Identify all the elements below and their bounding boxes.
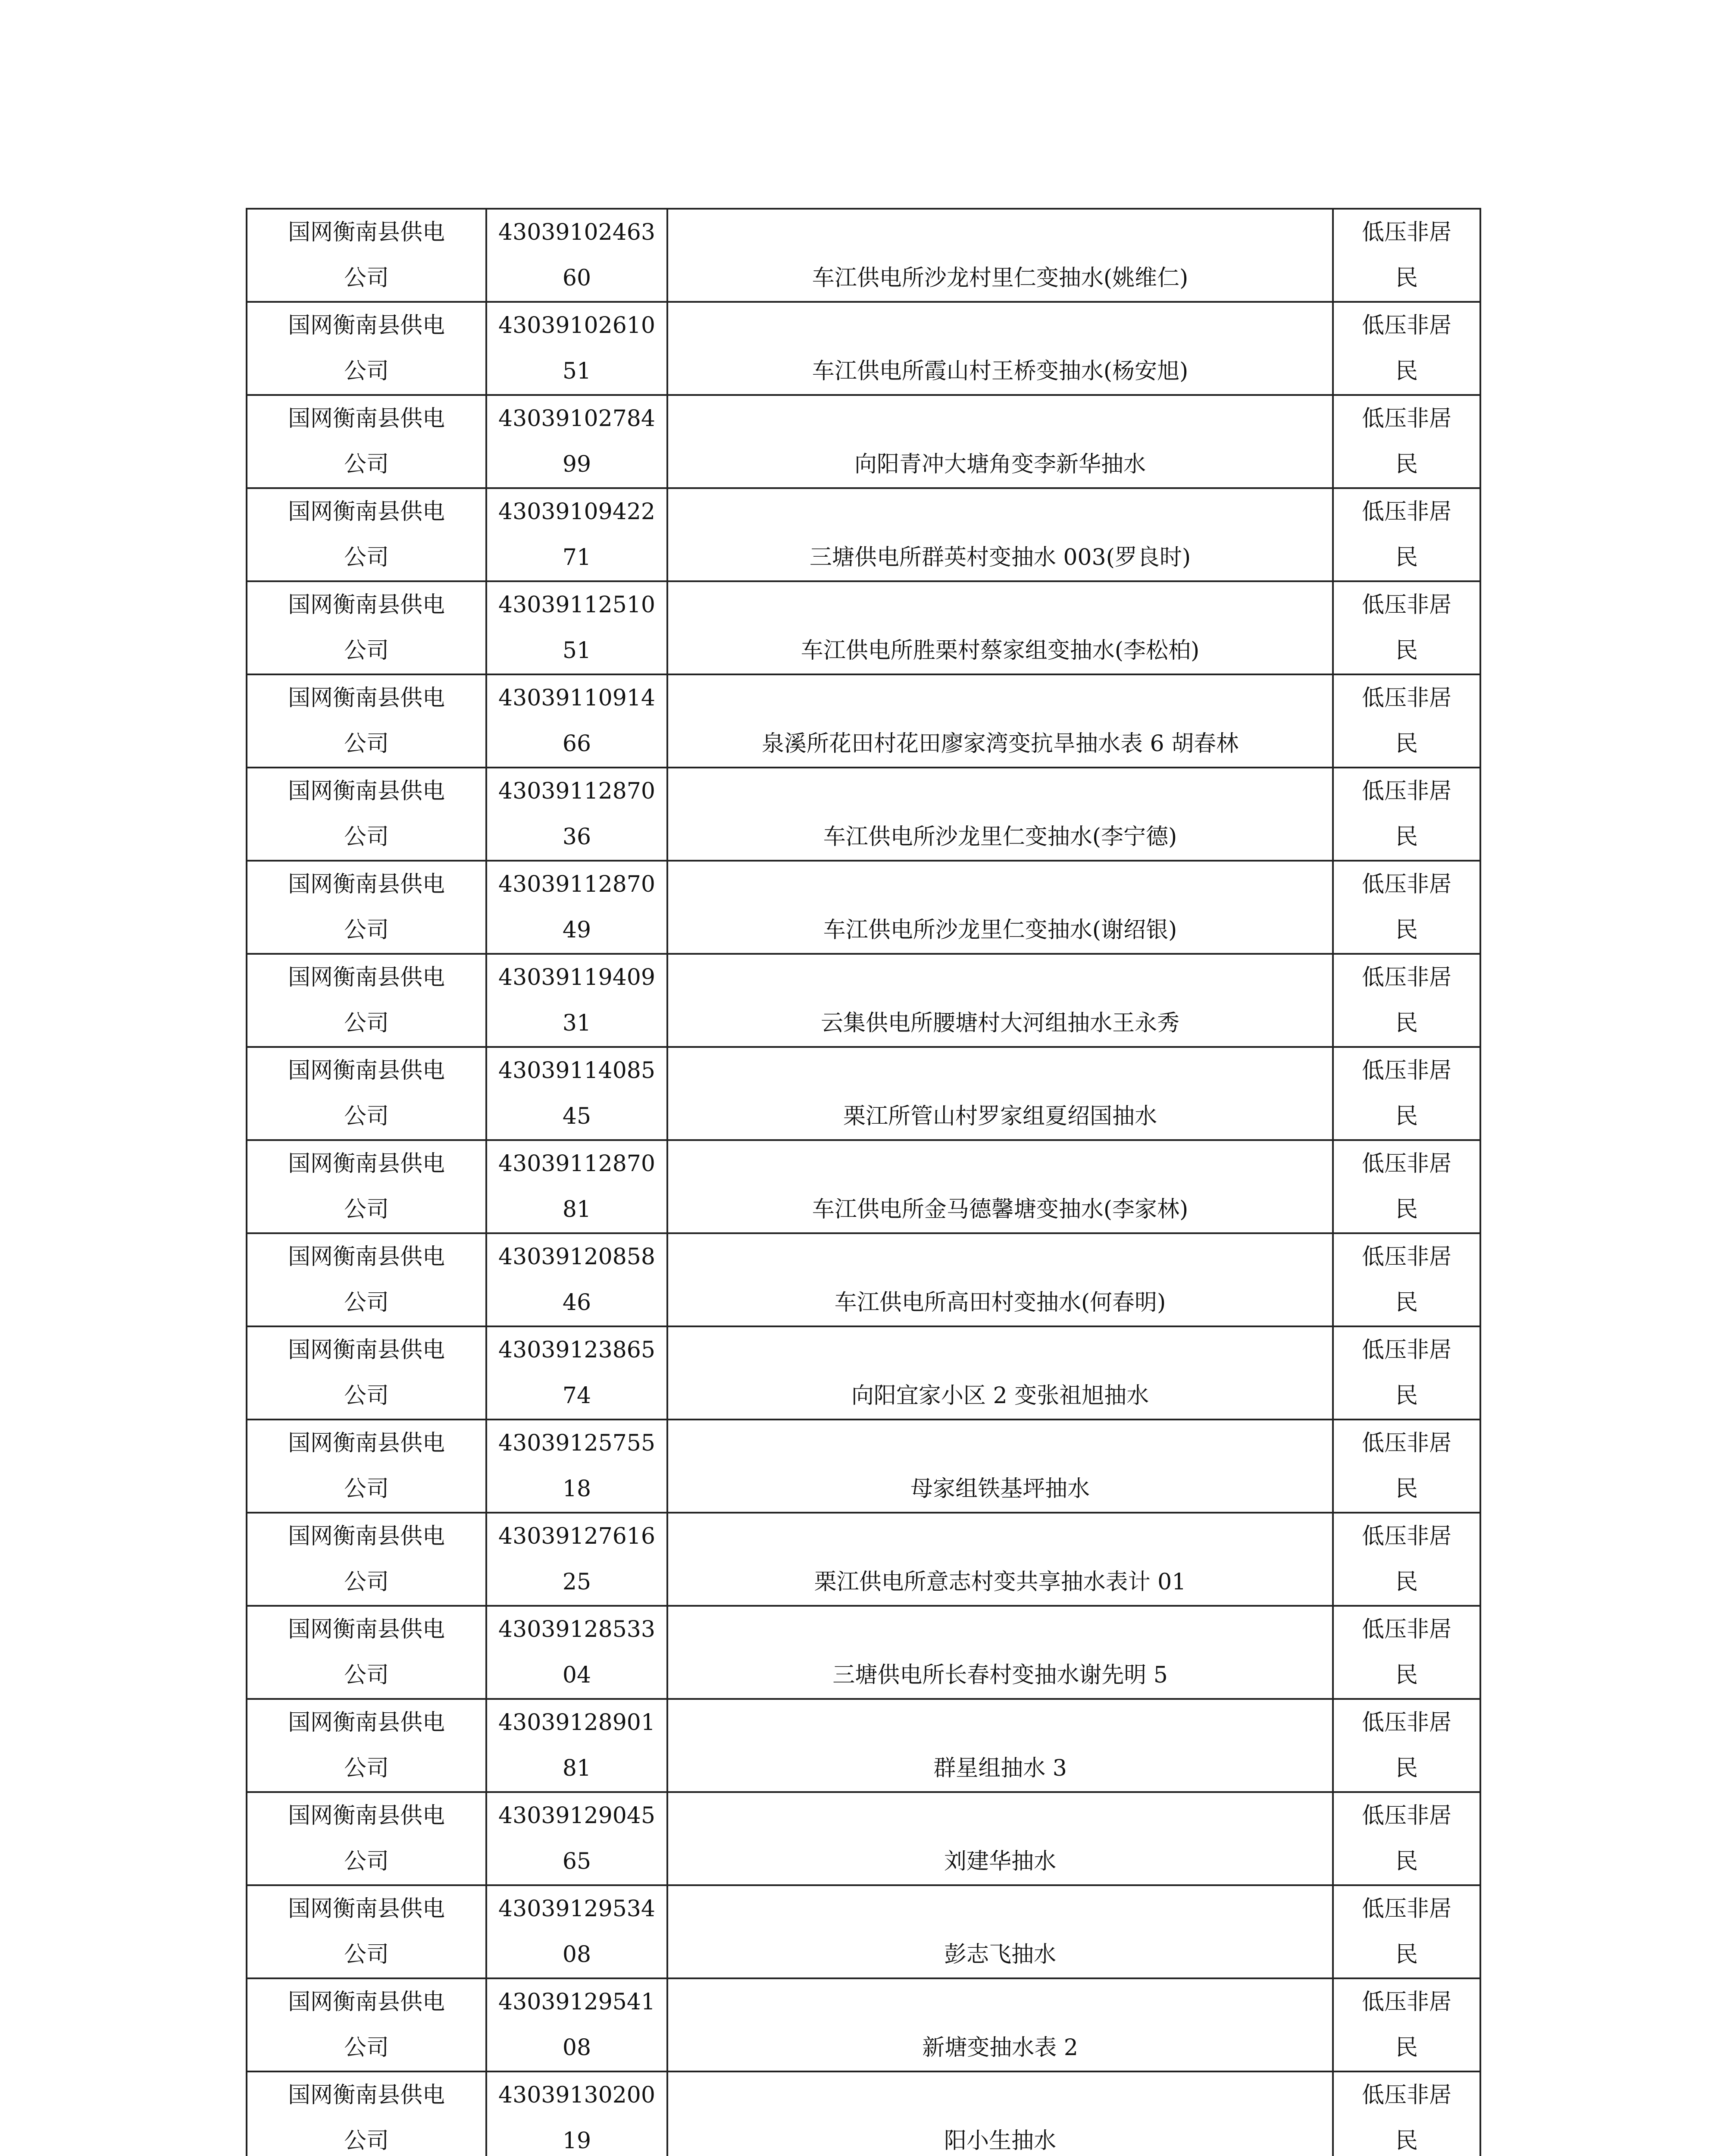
account-number-line2: 71 [562,545,591,570]
category-line1: 低压非居 [1361,2082,1451,2108]
account-name-cell [667,1420,1333,1513]
account-cell [486,954,667,1047]
category-line1: 低压非居 [1361,1337,1451,1363]
unit-cell [247,1606,486,1699]
table-row [247,1606,1480,1699]
unit-cell [247,1699,486,1792]
unit-name-line2: 公司 [344,1662,389,1688]
account-name: 群星组抽水 3 [933,1755,1067,1781]
table-row [247,395,1480,488]
account-cell [486,581,667,674]
unit-name-line2: 公司 [344,1383,389,1409]
account-name-spacer [668,1886,1332,1932]
category-line1: 低压非居 [1361,592,1451,618]
unit-cell [247,209,486,302]
unit-name-line1: 国网衡南县供电 [288,1058,445,1084]
account-name-spacer [668,1793,1332,1839]
account-number-line2: 25 [562,1569,591,1595]
account-name: 刘建华抽水 [944,1849,1056,1874]
category-cell [1333,395,1480,488]
unit-name-line1: 国网衡南县供电 [288,499,445,525]
category-line1: 低压非居 [1361,965,1451,990]
account-number-line1: 43039112870 [498,871,655,897]
account-cell [486,1047,667,1140]
account-name-spacer [668,1141,1332,1187]
account-name: 向阳青冲大塘角变李新华抽水 [854,451,1146,477]
unit-name-line1: 国网衡南县供电 [288,1244,445,1270]
unit-name-line2: 公司 [344,1476,389,1502]
category-line2: 民 [1395,1197,1418,1222]
category-line2: 民 [1395,1383,1418,1409]
account-number-line1: 43039129541 [498,1989,655,2015]
account-name-spacer [668,862,1332,907]
category-line1: 低压非居 [1361,313,1451,338]
unit-name-line1: 国网衡南县供电 [288,592,445,618]
account-name-spacer [668,396,1332,442]
account-number-line1: 43039129045 [498,1803,655,1829]
category-line1: 低压非居 [1361,1151,1451,1177]
category-line2: 民 [1395,451,1418,477]
account-name-spacer [668,1048,1332,1094]
account-name-spacer [668,210,1332,255]
account-number-line2: 08 [562,2035,591,2061]
category-line2: 民 [1395,265,1418,291]
unit-name-line1: 国网衡南县供电 [288,406,445,432]
unit-name-line1: 国网衡南县供电 [288,778,445,804]
table-row [247,581,1480,674]
account-name-cell [667,1606,1333,1699]
account-number-line2: 66 [562,731,591,757]
unit-cell [247,954,486,1047]
category-cell [1333,581,1480,674]
account-name-spacer [668,1607,1332,1652]
category-line2: 民 [1395,2128,1418,2154]
unit-name-line2: 公司 [344,1103,389,1129]
account-cell [486,1885,667,1978]
category-cell [1333,1699,1480,1792]
table-row [247,1885,1480,1978]
category-cell [1333,2071,1480,2156]
unit-name-line2: 公司 [344,451,389,477]
table-row [247,2071,1480,2156]
account-number-line1: 43039112870 [498,778,655,804]
table-row [247,302,1480,395]
table-row [247,1792,1480,1885]
account-cell [486,1420,667,1513]
table-row [247,1047,1480,1140]
unit-name-line1: 国网衡南县供电 [288,1617,445,1642]
unit-cell [247,861,486,954]
account-name: 栗江所管山村罗家组夏绍国抽水 [843,1103,1157,1129]
table-row [247,1513,1480,1606]
account-number-line2: 49 [562,917,591,943]
category-line2: 民 [1395,2035,1418,2061]
table-row [247,1978,1480,2071]
unit-name-line2: 公司 [344,2035,389,2061]
account-number-line2: 46 [562,1290,591,1316]
unit-cell [247,1420,486,1513]
table-row [247,488,1480,581]
unit-cell [247,2071,486,2156]
account-number-line2: 65 [562,1849,591,1874]
category-line1: 低压非居 [1361,1803,1451,1829]
unit-name-line1: 国网衡南县供电 [288,965,445,990]
unit-name-line1: 国网衡南县供电 [288,313,445,338]
unit-cell [247,1326,486,1420]
unit-name-line2: 公司 [344,917,389,943]
category-line2: 民 [1395,1755,1418,1781]
category-line2: 民 [1395,358,1418,384]
account-number-line2: 81 [562,1755,591,1781]
account-name: 向阳宜家小区 2 变张祖旭抽水 [851,1383,1149,1409]
unit-name-line2: 公司 [344,265,389,291]
account-name: 车江供电所沙龙村里仁变抽水(姚维仁) [812,265,1189,291]
account-name: 新塘变抽水表 2 [922,2035,1078,2061]
account-number-line1: 43039123865 [498,1337,655,1363]
category-cell [1333,674,1480,768]
account-name-cell [667,1233,1333,1326]
account-name-cell [667,209,1333,302]
category-line1: 低压非居 [1361,1523,1451,1549]
account-name: 云集供电所腰塘村大河组抽水王永秀 [820,1010,1179,1036]
unit-cell [247,1233,486,1326]
account-number-line2: 99 [562,451,591,477]
account-cell [486,1233,667,1326]
account-number-line1: 43039110914 [498,685,655,711]
unit-name-line1: 国网衡南县供电 [288,871,445,897]
category-line2: 民 [1395,1849,1418,1874]
account-name: 车江供电所胜栗村蔡家组变抽水(李松柏) [801,638,1200,664]
account-name-spacer [668,1327,1332,1373]
category-line2: 民 [1395,1942,1418,1968]
account-name: 车江供电所高田村变抽水(何春明) [834,1290,1166,1316]
category-line2: 民 [1395,1010,1418,1036]
account-name: 车江供电所金马德馨塘变抽水(李家林) [812,1197,1189,1222]
unit-name-line1: 国网衡南县供电 [288,219,445,245]
unit-name-line2: 公司 [344,1755,389,1781]
unit-name-line1: 国网衡南县供电 [288,685,445,711]
category-line1: 低压非居 [1361,1989,1451,2015]
unit-cell [247,302,486,395]
table-row [247,1699,1480,1792]
category-line1: 低压非居 [1361,1244,1451,1270]
unit-name-line2: 公司 [344,2128,389,2154]
table-row [247,1233,1480,1326]
unit-cell [247,581,486,674]
category-line1: 低压非居 [1361,685,1451,711]
account-number-line2: 36 [562,824,591,850]
category-line1: 低压非居 [1361,1896,1451,1922]
account-name-cell [667,1699,1333,1792]
account-cell [486,488,667,581]
category-cell [1333,1140,1480,1233]
category-cell [1333,1513,1480,1606]
unit-name-line1: 国网衡南县供电 [288,2082,445,2108]
unit-name-line1: 国网衡南县供电 [288,1896,445,1922]
category-line2: 民 [1395,638,1418,664]
unit-name-line1: 国网衡南县供电 [288,1151,445,1177]
account-number-line1: 43039129534 [498,1896,655,1922]
category-line1: 低压非居 [1361,1058,1451,1084]
unit-cell [247,1513,486,1606]
account-number-line2: 51 [562,358,591,384]
account-number-line2: 81 [562,1197,591,1222]
account-cell [486,302,667,395]
account-cell [486,1792,667,1885]
account-number-line1: 43039125755 [498,1430,655,1456]
account-name-spacer [668,675,1332,721]
account-number-line2: 51 [562,638,591,664]
account-name-cell [667,2071,1333,2156]
account-name-spacer [668,2072,1332,2118]
table-row [247,861,1480,954]
table-row [247,1326,1480,1420]
unit-name-line2: 公司 [344,824,389,850]
account-name: 三塘供电所长春村变抽水谢先明 5 [832,1662,1168,1688]
account-name-cell [667,861,1333,954]
account-name-cell [667,768,1333,861]
category-cell [1333,861,1480,954]
category-cell [1333,1606,1480,1699]
account-number-line1: 43039102784 [498,406,655,432]
unit-cell [247,1978,486,2071]
unit-name-line1: 国网衡南县供电 [288,1803,445,1829]
account-name: 栗江供电所意志村变共享抽水表计 01 [814,1569,1186,1595]
account-number-line1: 43039112870 [498,1151,655,1177]
table-row [247,209,1480,302]
account-name-spacer [668,1514,1332,1559]
category-cell [1333,1047,1480,1140]
account-number-line1: 43039102610 [498,313,655,338]
account-cell [486,2071,667,2156]
category-line1: 低压非居 [1361,871,1451,897]
category-cell [1333,1978,1480,2071]
account-name: 三塘供电所群英村变抽水 003(罗良时) [809,545,1191,570]
account-number-line2: 74 [562,1383,591,1409]
account-name: 彭志飞抽水 [944,1942,1056,1968]
account-cell [486,209,667,302]
category-cell [1333,1885,1480,1978]
table-row [247,768,1480,861]
category-line2: 民 [1395,545,1418,570]
data-table [246,208,1481,2156]
account-name-spacer [668,1979,1332,2025]
account-name-spacer [668,489,1332,535]
account-number-line2: 18 [562,1476,591,1502]
account-name: 阳小生抽水 [944,2128,1056,2154]
account-number-line2: 60 [562,265,591,291]
category-line2: 民 [1395,1569,1418,1595]
unit-cell [247,1885,486,1978]
account-cell [486,1140,667,1233]
unit-name-line1: 国网衡南县供电 [288,1989,445,2015]
account-name-cell [667,395,1333,488]
category-line2: 民 [1395,824,1418,850]
account-number-line1: 43039120858 [498,1244,655,1270]
account-name-cell [667,954,1333,1047]
table-row [247,674,1480,768]
account-cell [486,1606,667,1699]
unit-cell [247,1140,486,1233]
account-name: 母家组铁基坪抽水 [910,1476,1090,1502]
account-number-line2: 31 [562,1010,591,1036]
unit-name-line2: 公司 [344,731,389,757]
unit-name-line2: 公司 [344,1849,389,1874]
account-number-line1: 43039102463 [498,219,655,245]
category-cell [1333,209,1480,302]
account-number-line1: 43039128533 [498,1617,655,1642]
table-row [247,954,1480,1047]
unit-cell [247,1792,486,1885]
unit-name-line1: 国网衡南县供电 [288,1523,445,1549]
category-cell [1333,1326,1480,1420]
account-cell [486,674,667,768]
account-number-line1: 43039112510 [498,592,655,618]
category-cell [1333,1233,1480,1326]
unit-cell [247,488,486,581]
category-cell [1333,768,1480,861]
table-row [247,1140,1480,1233]
account-name-cell [667,1792,1333,1885]
unit-name-line2: 公司 [344,638,389,664]
account-name-cell [667,1140,1333,1233]
account-number-line1: 43039127616 [498,1523,655,1549]
account-name-cell [667,1326,1333,1420]
category-line2: 民 [1395,1476,1418,1502]
account-cell [486,1326,667,1420]
unit-name-line2: 公司 [344,1010,389,1036]
unit-cell [247,395,486,488]
account-number-line1: 43039128901 [498,1710,655,1736]
account-cell [486,1699,667,1792]
category-cell [1333,302,1480,395]
table-row [247,1420,1480,1513]
account-cell [486,395,667,488]
category-cell [1333,1420,1480,1513]
account-name-spacer [668,1420,1332,1466]
account-name-cell [667,302,1333,395]
account-name: 车江供电所霞山村王桥变抽水(杨安旭) [812,358,1189,384]
category-line1: 低压非居 [1361,1710,1451,1736]
account-name: 车江供电所沙龙里仁变抽水(李宁德) [823,824,1177,850]
account-number-line2: 45 [562,1103,591,1129]
category-cell [1333,954,1480,1047]
unit-cell [247,674,486,768]
category-line1: 低压非居 [1361,406,1451,432]
unit-cell [247,768,486,861]
account-cell [486,861,667,954]
unit-name-line1: 国网衡南县供电 [288,1710,445,1736]
account-name-cell [667,488,1333,581]
category-line2: 民 [1395,1290,1418,1316]
category-line2: 民 [1395,731,1418,757]
account-number-line2: 19 [562,2128,591,2154]
unit-name-line1: 国网衡南县供电 [288,1430,445,1456]
unit-name-line2: 公司 [344,1290,389,1316]
account-name: 泉溪所花田村花田廖家湾变抗旱抽水表 6 胡春林 [761,731,1239,757]
account-name-spacer [668,768,1332,814]
category-line1: 低压非居 [1361,219,1451,245]
category-line2: 民 [1395,1662,1418,1688]
account-number-line2: 08 [562,1942,591,1968]
account-name-cell [667,1047,1333,1140]
account-number-line1: 43039130200 [498,2082,655,2108]
account-cell [486,768,667,861]
account-name-spacer [668,1234,1332,1280]
account-name-spacer [668,1700,1332,1745]
unit-name-line2: 公司 [344,1569,389,1595]
category-cell [1333,488,1480,581]
account-name-spacer [668,303,1332,348]
account-name-spacer [668,582,1332,628]
account-name-cell [667,1978,1333,2071]
account-number-line1: 43039119409 [498,965,655,990]
account-number-line1: 43039114085 [498,1058,655,1084]
account-cell [486,1978,667,2071]
unit-name-line2: 公司 [344,1197,389,1222]
category-line2: 民 [1395,1103,1418,1129]
unit-name-line2: 公司 [344,1942,389,1968]
account-name-spacer [668,955,1332,1000]
account-name-cell [667,1513,1333,1606]
account-name-cell [667,581,1333,674]
unit-cell [247,1047,486,1140]
table-body [247,209,1480,2156]
account-name-cell [667,1885,1333,1978]
account-number-line1: 43039109422 [498,499,655,525]
category-line2: 民 [1395,917,1418,943]
category-cell [1333,1792,1480,1885]
account-name-cell [667,674,1333,768]
unit-name-line2: 公司 [344,358,389,384]
account-number-line2: 04 [562,1662,591,1688]
account-cell [486,1513,667,1606]
category-line1: 低压非居 [1361,499,1451,525]
category-line1: 低压非居 [1361,1430,1451,1456]
category-line1: 低压非居 [1361,778,1451,804]
category-line1: 低压非居 [1361,1617,1451,1642]
unit-name-line2: 公司 [344,545,389,570]
unit-name-line1: 国网衡南县供电 [288,1337,445,1363]
account-name: 车江供电所沙龙里仁变抽水(谢绍银) [823,917,1177,943]
